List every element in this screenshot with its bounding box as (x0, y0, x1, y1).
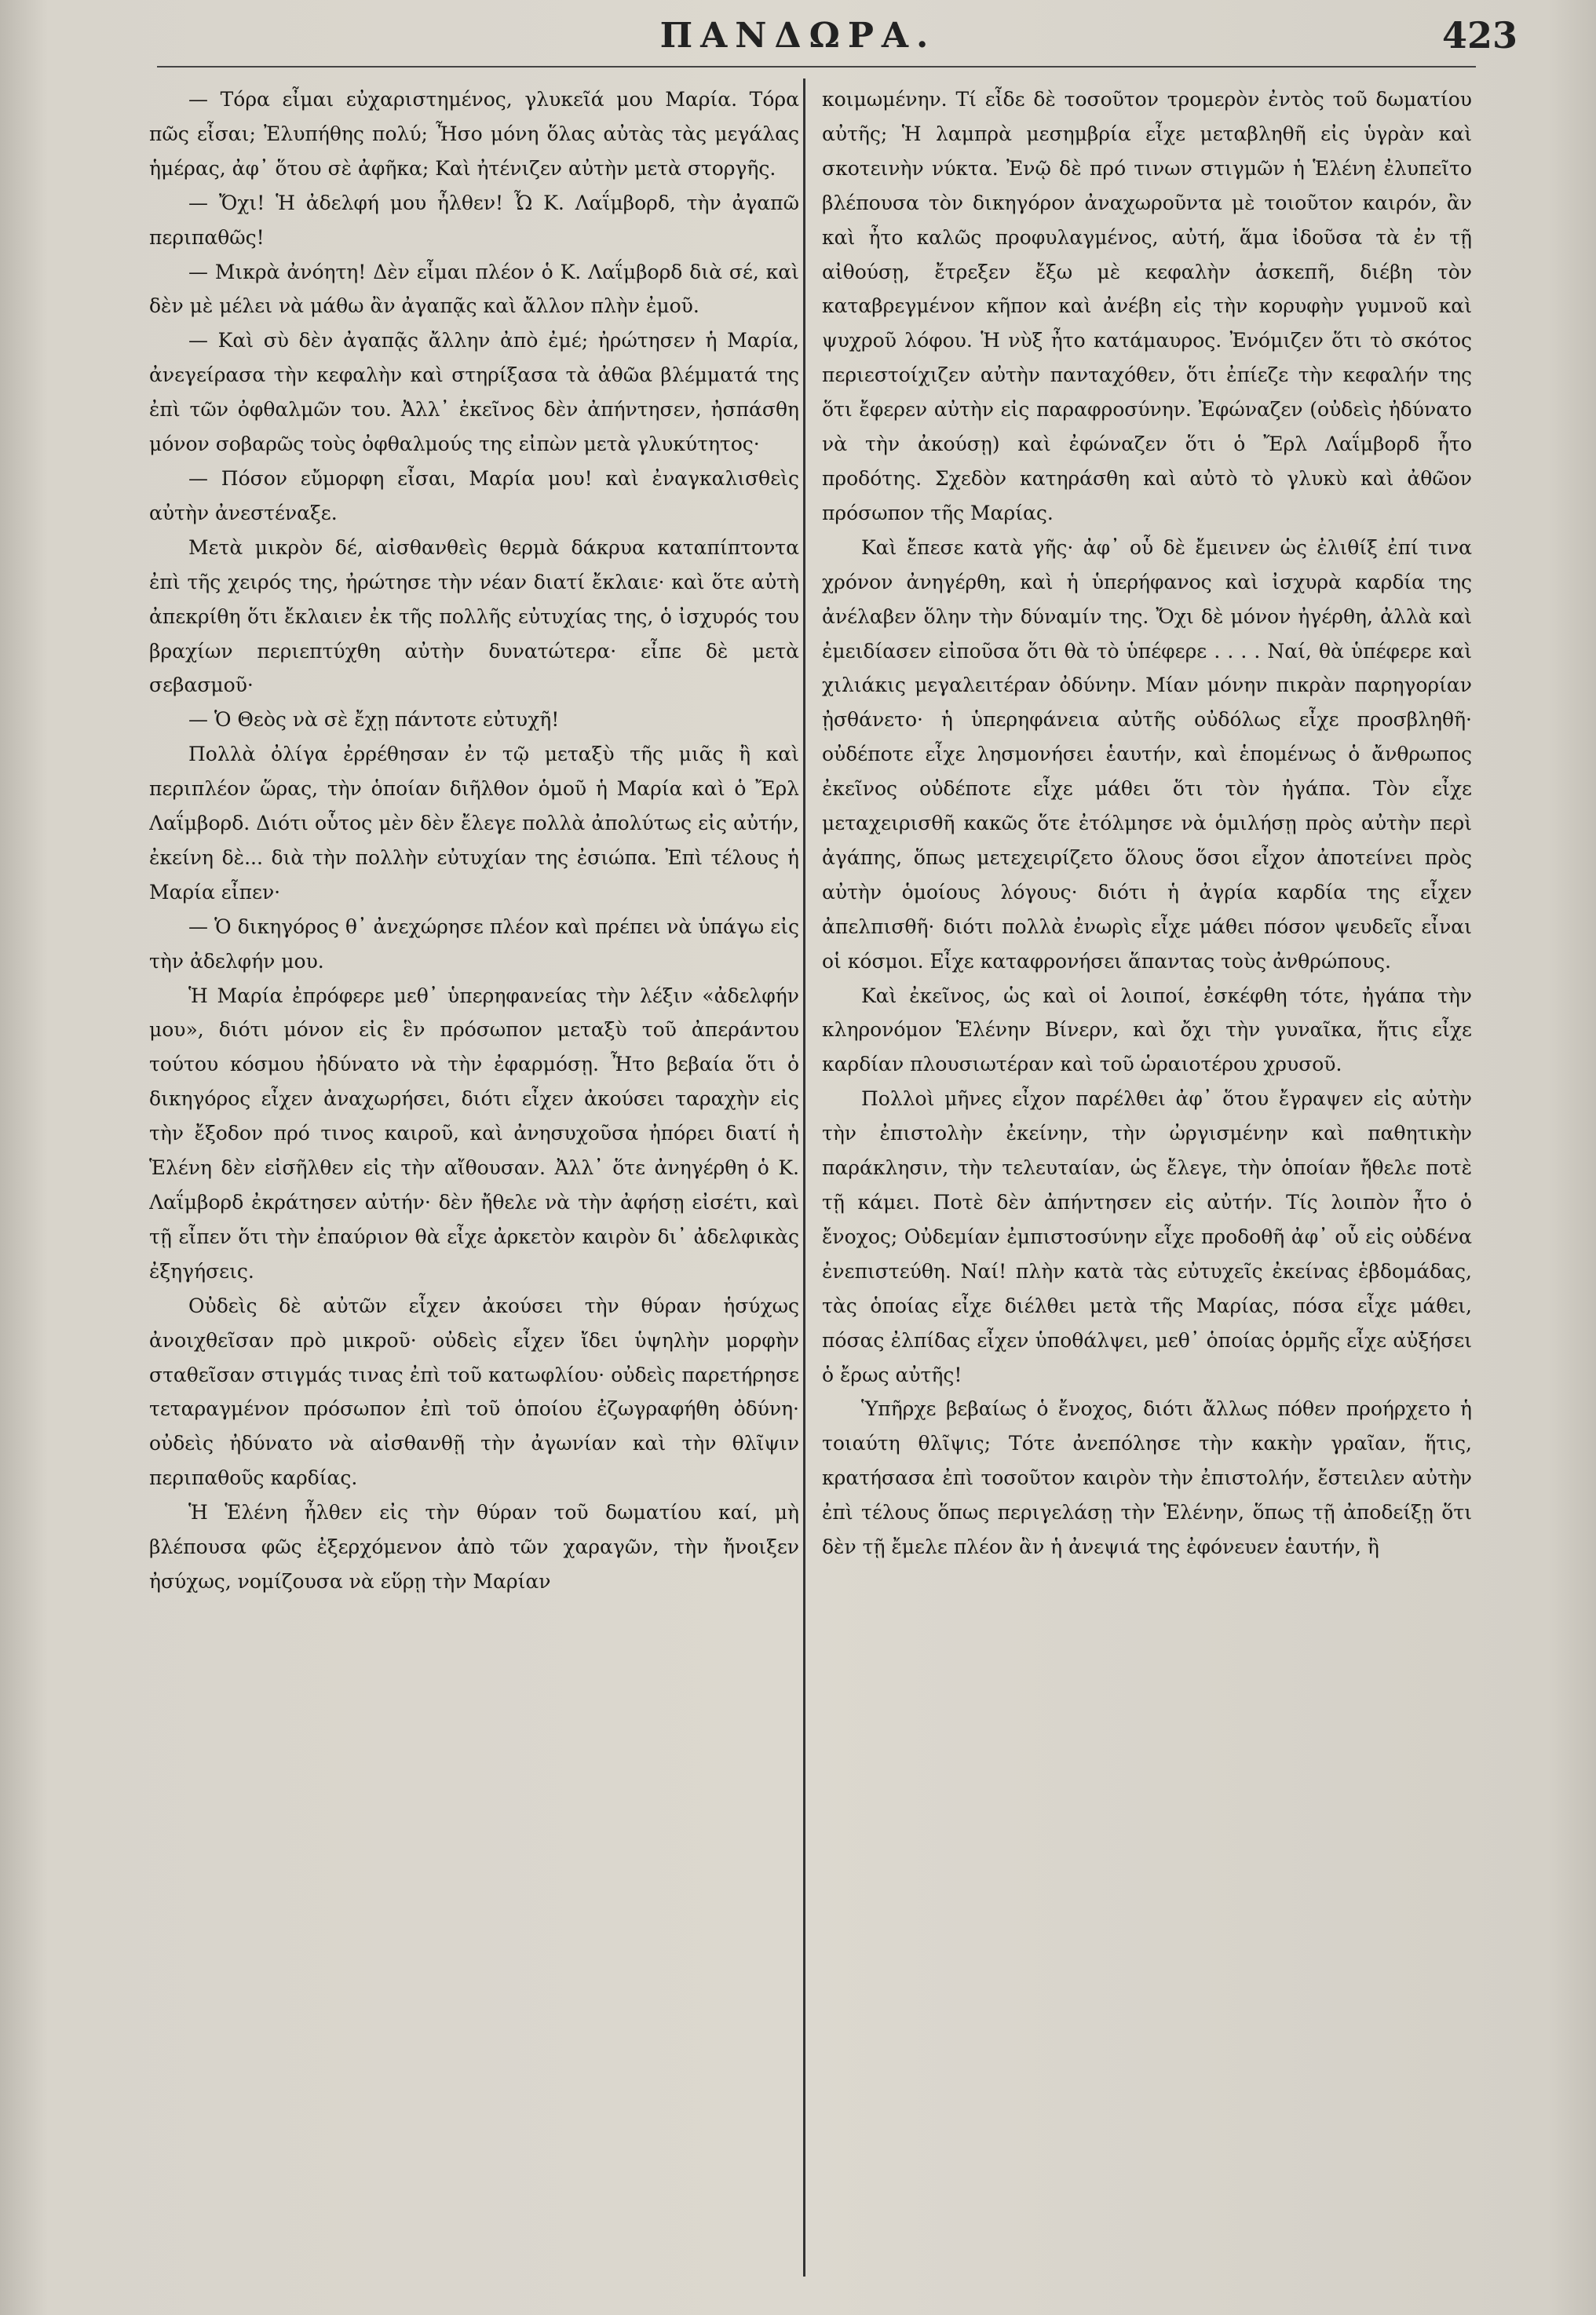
running-title: ΠΑΝΔΩΡΑ. (659, 16, 937, 56)
paragraph: Μετὰ μικρὸν δέ, αἰσθανθεὶς θερμὰ δάκρυα καταπίπτοντα ἐπὶ τῆς χειρός της, ἠρώτησε τὴν νέαν διατί ἔκλαιε· καὶ ὅτε αὐτὴ ἀπεκρίθη ὅτι ἔκλαιεν ἐκ τῆς πολλῆς εὐτυχίας της, ὁ ἰσχυρός του βραχίων περιεπτύχθη αὐτὴν δυνατώτερα· εἶπε δὲ μετὰ σεβασμοῦ· (149, 535, 799, 697)
paragraph: — Ὁ Θεὸς νὰ σὲ ἔχῃ πάντοτε εὐτυχῆ! (188, 708, 560, 732)
paragraph: — Μικρὰ ἀνόητη! Δὲν εἶμαι πλέον ὁ Κ. Λαΐμβορδ διὰ σέ, καὶ δὲν μὲ μέλει νὰ μάθω ἂν ἀγαπᾷς καὶ ἄλλον πλὴν ἐμοῦ. (149, 260, 799, 318)
paragraph: Πολλοὶ μῆνες εἶχον παρέλθει ἀφ᾽ ὅτου ἔγραψεν εἰς αὐτὴν τὴν ἐπιστολὴν ἐκείνην, τὴν ὠργισμένην καὶ παθητικὴν παράκλησιν, τὴν τελευταίαν, ὡς ἔλεγε, τὴν ὁποίαν ἤθελε ποτὲ τῇ κάμει. Ποτὲ δὲν ἀπήντησεν εἰς αὐτήν. Τίς λοιπὸν ἦτο ὁ ἔνοχος; Οὐδεμίαν ἐμπιστοσύνην εἶχε προδοθῆ ἀφ᾽ οὗ εἰς οὐδένα ἐνεπιστεύθη. Ναί! πλὴν κατὰ τὰς εὐτυχεῖς ἐκείνας ἑβδομάδας, τὰς ὁποίας εἶχε διέλθει μετὰ τῆς Μαρίας, πόσα εἶχε μάθει, πόσας ἐλπίδας εἶχεν ὑποθάλψει, μεθ᾽ ὁποίας ὁρμῆς εἶχε αὐξήσει ὁ ἔρως αὐτῆς! (822, 1087, 1472, 1386)
paragraph: — Καὶ σὺ δὲν ἀγαπᾷς ἄλλην ἀπὸ ἐμέ; ἠρώτησεν ἡ Μαρία, ἀνεγείρασα τὴν κεφαλὴν καὶ στηρίξασα τὰ ἀθῶα βλέμματά της ἐπὶ τῶν ὀφθαλμῶν του. Ἀλλ᾽ ἐκεῖνος δὲν ἀπήντησεν, ἠσπάσθη μόνον σοβαρῶς τοὺς ὀφθαλμούς της εἰπὼν μετὰ γλυκύτητος· (149, 329, 799, 456)
paragraph: Ἡ Μαρία ἐπρόφερε μεθ᾽ ὑπερηφανείας τὴν λέξιν «ἀδελφήν μου», διότι μόνον εἰς ἓν πρόσωπον μεταξὺ τοῦ ἀπεράντου τούτου κόσμου ἠδύνατο νὰ τὴν ἐφαρμόσῃ. Ἦτο βεβαία ὅτι ὁ δικηγόρος εἶχεν ἀναχωρήσει, διότι εἶχεν ἀκούσει ταραχὴν εἰς τὴν ἔξοδον πρό τινος καιροῦ, καὶ ἀνησυχοῦσα ἠπόρει διατί ἡ Ἑλένη δὲν εἰσῆλθεν εἰς τὴν αἴθουσαν. Ἀλλ᾽ ὅτε ἀνηγέρθη ὁ Κ. Λαΐμβορδ ἐκράτησεν αὐτήν· δὲν ἤθελε νὰ τὴν ἀφήσῃ εἰσέτι, καὶ τῇ εἶπεν ὅτι τὴν ἐπαύριον θὰ εἶχε ἀρκετὸν καιρὸν δι᾽ ἀδελφικὰς ἐξηγήσεις. (149, 984, 799, 1283)
paragraph: — Ὄχι! Ἡ ἀδελφή μου ἦλθεν! Ὦ Κ. Λαΐμβορδ, τὴν ἀγαπῶ περιπαθῶς! (149, 191, 799, 249)
paragraph: — Πόσον εὔμορφη εἶσαι, Μαρία μου! καὶ ἐναγκαλισθεὶς αὐτὴν ἀνεστέναξε. (149, 466, 799, 524)
paragraph: Ὑπῆρχε βεβαίως ὁ ἔνοχος, διότι ἄλλως πόθεν προήρχετο ἡ τοιαύτη θλῖψις; Τότε ἀνεπόλησε τὴν κακὴν γραῖαν, ἥτις, κρατήσασα ἐπὶ τοσοῦτον καιρὸν τὴν ἐπιστολήν, ἔστειλεν αὐτὴν ἐπὶ τέλους ὅπως περιγελάσῃ τὴν Ἑλένην, ὅπως τῇ ἀποδείξῃ ὅτι δὲν τῇ ἔμελε πλέον ἂν ἡ ἀνεψιά της ἐφόνευεν ἑαυτήν, ἢ (822, 1397, 1472, 1559)
paragraph: Ἡ Ἑλένη ἦλθεν εἰς τὴν θύραν τοῦ δωματίου καί, μὴ βλέπουσα φῶς ἐξερχόμενον ἀπὸ τῶν χαραγῶν, τὴν ἤνοιξεν ἠσύχως, νομίζουσα νὰ εὕρῃ τὴν Μαρίαν (149, 1501, 799, 1593)
left-column (149, 82, 799, 2280)
page-header (0, 11, 1596, 66)
paragraph: κοιμωμένην. Τί εἶδε δὲ τοσοῦτον τρομερὸν ἐντὸς τοῦ δωματίου αὐτῆς; Ἡ λαμπρὰ μεσημβρία εἶχε μεταβληθῆ εἰς ὑγρὰν καὶ σκοτεινὴν νύκτα. Ἐνῷ δὲ πρό τινων στιγμῶν ἡ Ἑλένη ἐλυπεῖτο βλέπουσα τὸν δικηγόρον ἀναχωροῦντα μὲ τοιοῦτον καιρόν, ἂν καὶ ἦτο καλῶς προφυλαγμένος, αὐτή, ἅμα ἰδοῦσα τὰ ἐν τῇ αἰθούσῃ, ἔτρεξεν ἔξω μὲ κεφαλὴν ἀσκεπῆ, διέβη τὸν καταβρεγμένον κῆπον καὶ ἀνέβη εἰς τὴν κορυφὴν γυμνοῦ καὶ ψυχροῦ λόφου. Ἡ νὺξ ἦτο κατάμαυρος. Ἐνόμιζεν ὅτι τὸ σκότος περιεστοίχιζεν αὐτὴν πανταχόθεν, ὅτι ἐπίεζε τὴν κεφαλήν της ὅτι ἔφερεν αὐτὴν εἰς παραφροσύνην. Ἐφώναζεν (οὐδεὶς ἠδύνατο νὰ τὴν ἀκούσῃ) καὶ ἐφώναζεν ὅτι ὁ Ἔρλ Λαΐμβορδ ἦτο προδότης. Σχεδὸν κατηράσθη καὶ αὐτὸ τὸ γλυκὺ καὶ ἀθῶον πρόσωπον τῆς Μαρίας. (822, 88, 1472, 524)
header-rule (157, 66, 1476, 68)
paragraph: Πολλὰ ὀλίγα ἐρρέθησαν ἐν τῷ μεταξὺ τῆς μιᾶς ἢ καὶ περιπλέον ὥρας, τὴν ὁποίαν διῆλθον ὁμοῦ ἡ Μαρία καὶ ὁ Ἔρλ Λαΐμβορδ. Διότι οὗτος μὲν δὲν ἔλεγε πολλὰ ἀπολύτως εἰς αὐτήν, ἐκείνη δὲ... διὰ τὴν πολλὴν εὐτυχίαν της ἐσιώπα. Ἐπὶ τέλους ἡ Μαρία εἶπεν· (149, 743, 799, 904)
paragraph: Καὶ ἐκεῖνος, ὡς καὶ οἱ λοιποί, ἐσκέφθη τότε, ἠγάπα τὴν κληρονόμον Ἑλένην Βίνερν, καὶ ὄχι τὴν γυναῖκα, ἥτις εἶχε καρδίαν πλουσιωτέραν καὶ τοῦ ὡραιοτέρου χρυσοῦ. (822, 984, 1472, 1076)
paragraph: Καὶ ἔπεσε κατὰ γῆς· ἀφ᾽ οὗ δὲ ἔμεινεν ὡς ἐλιθίξ ἐπί τινα χρόνον ἀνηγέρθη, καὶ ἡ ὑπερήφανος καὶ ἰσχυρὰ καρδία της ἀνέλαβεν ὅλην τὴν δύναμίν της. Ὄχι δὲ μόνον ἠγέρθη, ἀλλὰ καὶ ἐμειδίασεν εἰποῦσα ὅτι θὰ τὸ ὑπέφερε . . . . Ναί, θὰ ὑπέφερε καὶ χιλιάκις μεγαλειτέραν ὀδύνην. Μίαν μόνην πικρὰν παρηγορίαν ᾐσθάνετο· ἡ ὑπερηφάνεια αὐτῆς οὐδόλως εἶχε προσβληθῆ· οὐδέποτε εἶχε λησμονήσει ἑαυτήν, καὶ ἑπομένως ὁ ἄνθρωπος ἐκεῖνος οὐδέποτε εἶχε μάθει ὅτι τὸν ἠγάπα. Τὸν εἶχε μεταχειρισθῆ κακῶς ὅτε ἐτόλμησε νὰ ὁμιλήσῃ πρὸς αὐτὴν περὶ ἀγάπης, ὅπως μετεχειρίζετο ὅλους ὅσοι εἶχον ἀποτείνει πρὸς αὐτὴν ὁμοίους λόγους· διότι ἡ ἀγρία καρδία της εἶχεν ἀπελπισθῆ· διότι πολλὰ ἐνωρὶς εἶχε μάθει πόσον ψευδεῖς εἶναι οἱ κόσμοι. Εἶχε καταφρονήσει ἅπαντας τοὺς ἀνθρώπους. (822, 535, 1472, 973)
right-column (822, 82, 1472, 2280)
column-divider (803, 79, 805, 2277)
paragraph: — Ὁ δικηγόρος θ᾽ ἀνεχώρησε πλέον καὶ πρέπει νὰ ὑπάγω εἰς τὴν ἀδελφήν μου. (149, 915, 799, 973)
page-number: 423 (1441, 14, 1517, 57)
paragraph: Οὐδεὶς δὲ αὐτῶν εἶχεν ἀκούσει τὴν θύραν ἡσύχως ἀνοιχθεῖσαν πρὸ μικροῦ· οὐδεὶς εἶχεν ἴδει ὑψηλὴν μορφὴν σταθεῖσαν στιγμάς τινας ἐπὶ τοῦ κατωφλίου· οὐδεὶς παρετήρησε τεταραγμένον πρόσωπον ἐπὶ τοῦ ὁποίου ἐζωγραφήθη ὀδύνη· οὐδεὶς ἠδύνατο νὰ αἰσθανθῇ τὴν ἀγωνίαν καὶ τὴν θλῖψιν περιπαθοῦς καρδίας. (149, 1294, 799, 1490)
paragraph: — Τόρα εἶμαι εὐχαριστημένος, γλυκεῖά μου Μαρία. Τόρα πῶς εἶσαι; Ἐλυπήθης πολύ; Ἦσο μόνη ὅλας αὐτὰς τὰς μεγάλας ἡμέρας, ἀφ᾽ ὅτου σὲ ἀφῆκα; Καὶ ἠτένιζεν αὐτὴν μετὰ στοργῆς. (149, 88, 799, 180)
